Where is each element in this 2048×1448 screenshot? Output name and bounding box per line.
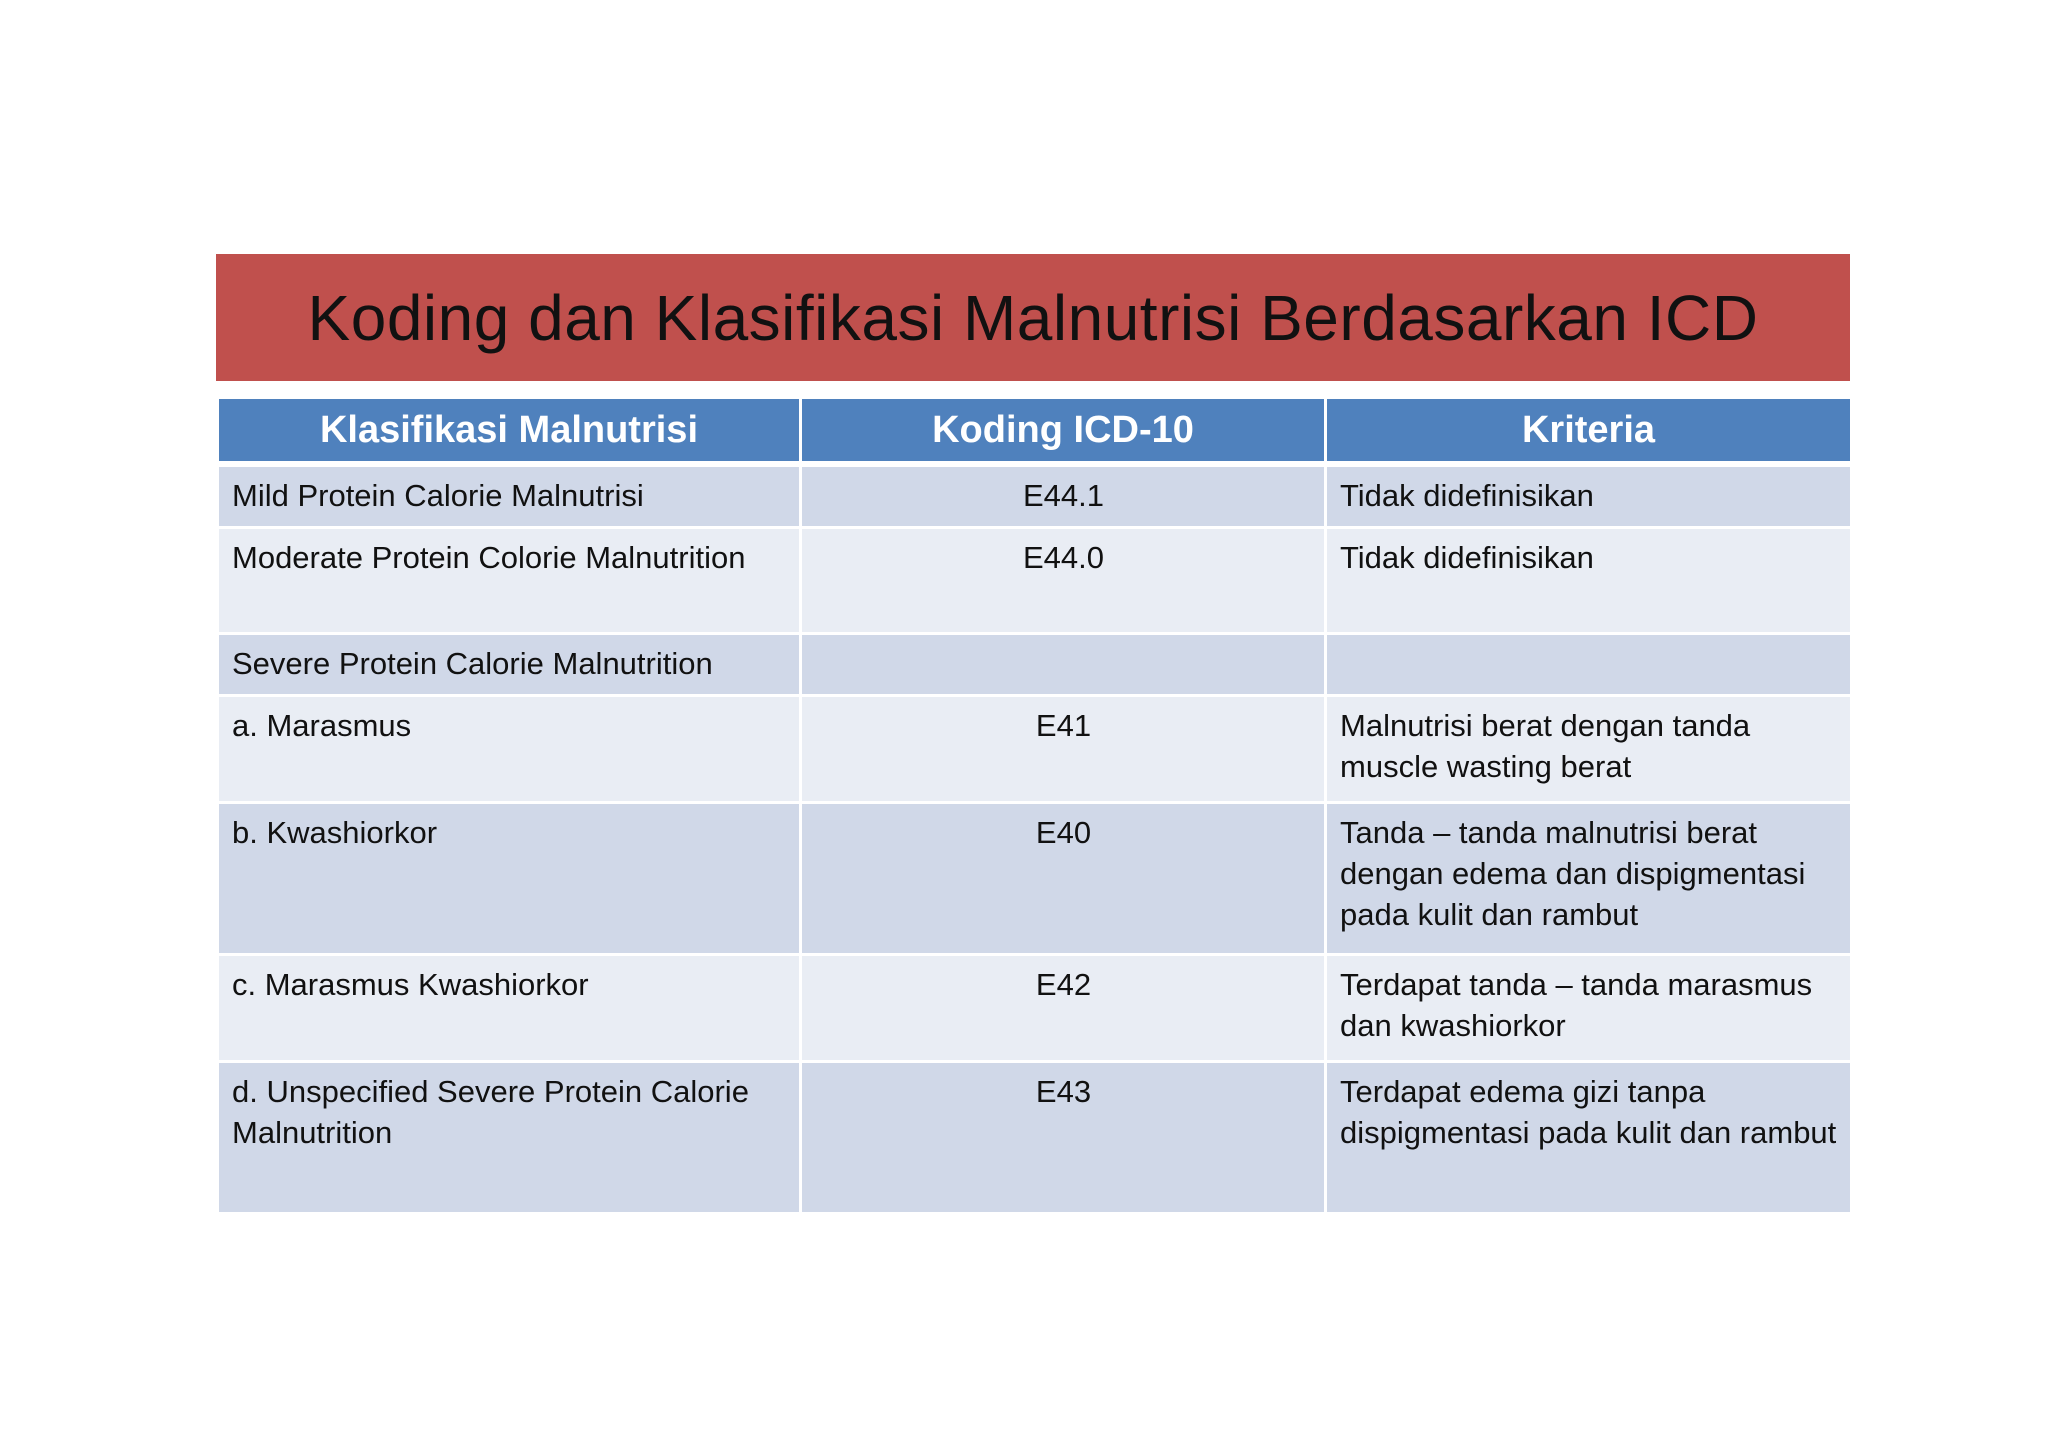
cell-klasifikasi: d. Unspecified Severe Protein Calorie Malnutrition bbox=[218, 1062, 801, 1214]
table-container bbox=[216, 399, 1850, 1215]
table-row bbox=[218, 634, 1852, 696]
table-row bbox=[218, 955, 1852, 1062]
table-row bbox=[218, 696, 1852, 803]
slide-title: Koding dan Klasifikasi Malnutrisi Berdasarkan ICD bbox=[307, 281, 1759, 354]
cell-kode: E44.1 bbox=[801, 464, 1326, 528]
cell-klasifikasi: b. Kwashiorkor bbox=[218, 803, 801, 955]
table-header-row bbox=[218, 399, 1852, 464]
cell-kode: E42 bbox=[801, 955, 1326, 1062]
header-koding: Koding ICD-10 bbox=[801, 399, 1326, 464]
cell-kriteria: Tidak didefinisikan bbox=[1326, 464, 1852, 528]
cell-kode: E43 bbox=[801, 1062, 1326, 1214]
cell-klasifikasi: c. Marasmus Kwashiorkor bbox=[218, 955, 801, 1062]
header-klasifikasi: Klasifikasi Malnutrisi bbox=[218, 399, 801, 464]
table-row bbox=[218, 803, 1852, 955]
cell-kode: E44.0 bbox=[801, 528, 1326, 634]
cell-klasifikasi: Moderate Protein Colorie Malnutrition bbox=[218, 528, 801, 634]
cell-klasifikasi: Mild Protein Calorie Malnutrisi bbox=[218, 464, 801, 528]
cell-kriteria: Malnutrisi berat dengan tanda muscle wasting berat bbox=[1326, 696, 1852, 803]
cell-kode: E41 bbox=[801, 696, 1326, 803]
table-row bbox=[218, 464, 1852, 528]
title-bar bbox=[216, 254, 1850, 381]
cell-kriteria: Terdapat edema gizi tanpa dispigmentasi pada kulit dan rambut bbox=[1326, 1062, 1852, 1214]
cell-kode bbox=[801, 634, 1326, 696]
cell-kriteria: Terdapat tanda – tanda marasmus dan kwashiorkor bbox=[1326, 955, 1852, 1062]
header-kriteria: Kriteria bbox=[1326, 399, 1852, 464]
cell-klasifikasi: a. Marasmus bbox=[218, 696, 801, 803]
cell-klasifikasi: Severe Protein Calorie Malnutrition bbox=[218, 634, 801, 696]
cell-kriteria: Tanda – tanda malnutrisi berat dengan edema dan dispigmentasi pada kulit dan rambut bbox=[1326, 803, 1852, 955]
cell-kode: E40 bbox=[801, 803, 1326, 955]
classification-table bbox=[216, 399, 1853, 1215]
table-row bbox=[218, 1062, 1852, 1214]
table-row bbox=[218, 528, 1852, 634]
cell-kriteria: Tidak didefinisikan bbox=[1326, 528, 1852, 634]
cell-kriteria bbox=[1326, 634, 1852, 696]
